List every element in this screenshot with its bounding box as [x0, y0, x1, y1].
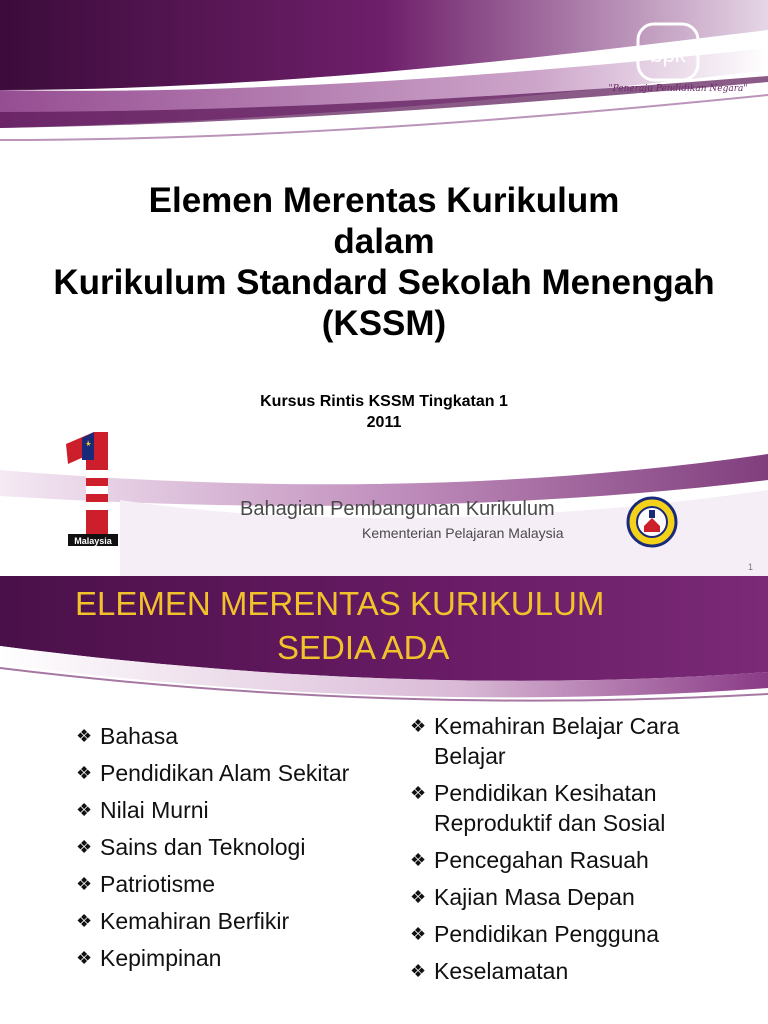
slide2-title-line-1: ELEMEN MERENTAS KURIKULUM — [75, 585, 605, 622]
slide2-title-line-2: SEDIA ADA — [277, 629, 450, 666]
list-item: ❖ Kemahiran Belajar Cara Belajar — [410, 713, 680, 769]
bpk-logo-text: bpk — [650, 42, 686, 67]
bpk-logo — [636, 22, 702, 84]
list-item: ❖ Kepimpinan — [76, 945, 222, 971]
diamond-bullet-icon: ❖ — [410, 716, 427, 736]
diamond-bullet-icon: ❖ — [410, 783, 427, 803]
division-name: Bahagian Pembangunan Kurikulum — [240, 498, 555, 520]
slide-title — [0, 180, 768, 344]
diamond-bullet-icon: ❖ — [76, 763, 93, 783]
diamond-bullet-icon: ❖ — [76, 874, 93, 894]
ministry-crest-icon — [626, 496, 678, 548]
list-item: ❖ Pendidikan Alam Sekitar — [76, 760, 350, 786]
right-bullet-list — [410, 711, 690, 993]
list-item: ❖ Kemahiran Berfikir — [76, 908, 290, 934]
diamond-bullet-icon: ❖ — [410, 887, 427, 907]
list-item: ❖ Nilai Murni — [76, 797, 209, 823]
diamond-bullet-icon: ❖ — [410, 924, 427, 944]
list-item: ❖ Patriotisme — [76, 871, 216, 897]
diamond-bullet-icon: ❖ — [76, 948, 93, 968]
title-line-2: dalam — [333, 222, 435, 261]
one-malaysia-label: Malaysia — [74, 536, 112, 546]
list-item: ❖ Kajian Masa Depan — [410, 884, 635, 910]
diamond-bullet-icon: ❖ — [76, 837, 93, 857]
slide-number: 1 — [748, 562, 754, 572]
subtitle-line-2: 2011 — [366, 414, 402, 431]
diamond-bullet-icon: ❖ — [410, 961, 427, 981]
list-item: ❖ Bahasa — [76, 723, 179, 749]
title-line-4: (KSSM) — [321, 304, 447, 343]
title-line-3: Kurikulum Standard Sekolah Menengah — [53, 263, 715, 302]
diamond-bullet-icon: ❖ — [76, 726, 93, 746]
content-slide — [0, 576, 768, 1024]
diamond-bullet-icon: ❖ — [76, 800, 93, 820]
bpk-tagline: "Peneraju Pendidikan Negara" — [608, 84, 748, 94]
diamond-bullet-icon: ❖ — [410, 850, 427, 870]
list-item: ❖ Pencegahan Rasuah — [410, 847, 649, 873]
left-bullet-list — [76, 721, 376, 980]
ministry-name: Kementerian Pelajaran Malaysia — [362, 525, 564, 541]
subtitle-line-1: Kursus Rintis KSSM Tingkatan 1 — [260, 393, 508, 410]
list-item: ❖ Pendidikan Kesihatan Reproduktif dan Sosial — [410, 780, 666, 836]
list-item: ❖ Keselamatan — [410, 958, 569, 984]
diamond-bullet-icon: ❖ — [76, 911, 93, 931]
list-item: ❖ Sains dan Teknologi — [76, 834, 306, 860]
one-malaysia-logo — [60, 430, 124, 548]
list-item: ❖ Pendidikan Pengguna — [410, 921, 660, 947]
slide-subtitle — [0, 391, 768, 433]
title-line-1: Elemen Merentas Kurikulum — [148, 181, 620, 220]
